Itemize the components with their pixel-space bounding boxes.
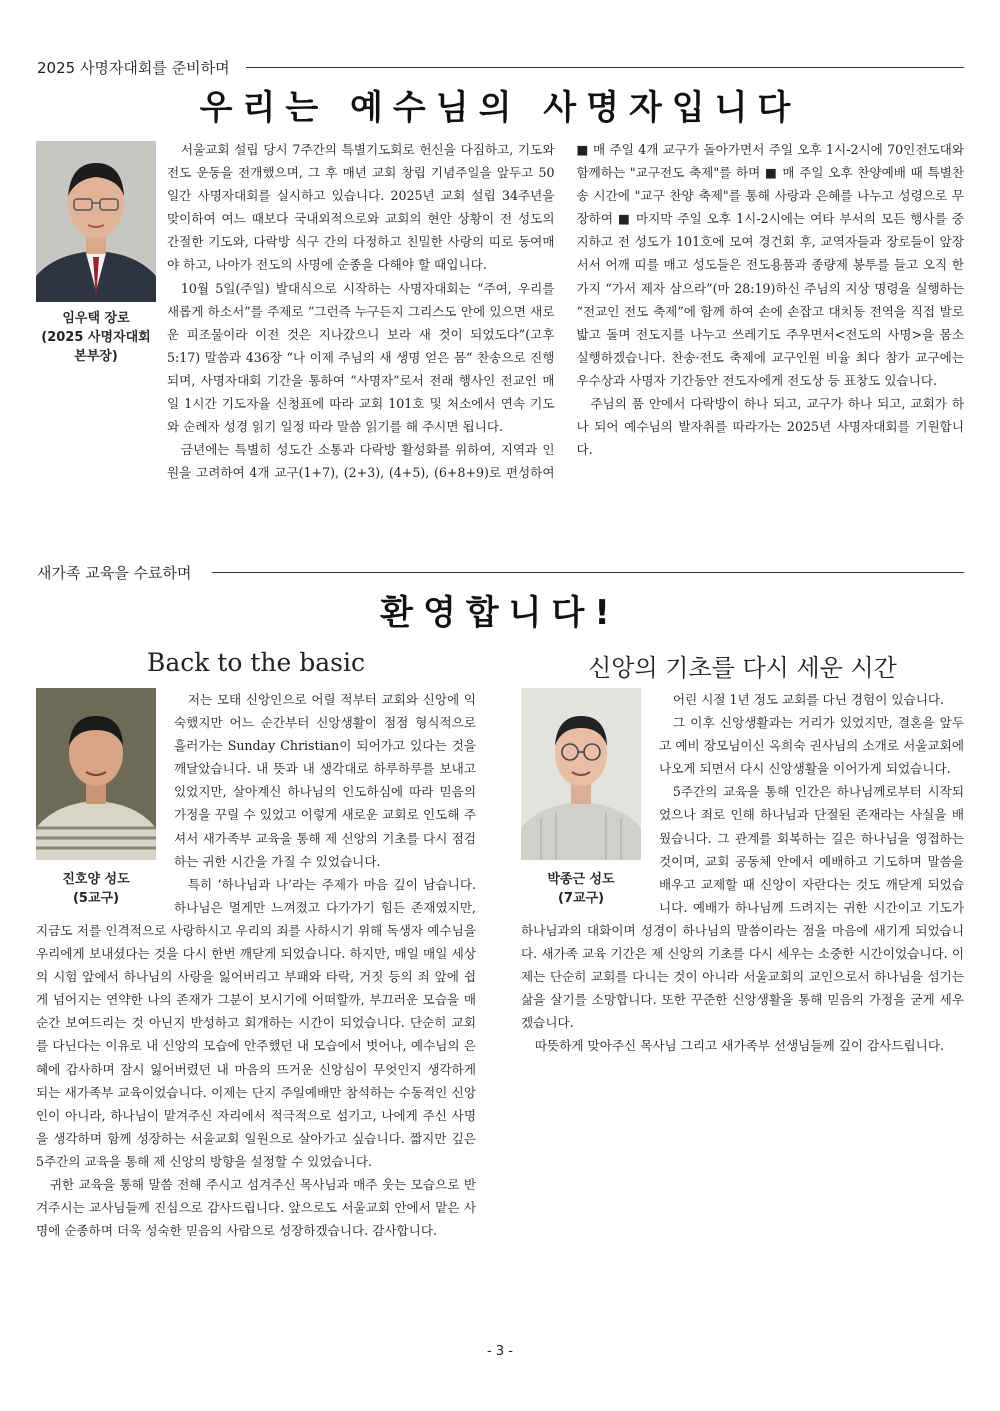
section-label: 2025 사명자대회를 준비하며 xyxy=(37,59,230,77)
author-caption xyxy=(36,870,156,908)
page-number: - 3 - xyxy=(487,1344,513,1359)
testimony-body-left xyxy=(36,688,476,1328)
paragraph: 그 이후 신앙생활과는 거리가 있었지만, 결혼을 앞두고 예비 장모님이신 옥희숙 권사님의 소개로 서울교회에 나오게 되면서 다시 신앙생활을 이어가게 되었습니다. xyxy=(659,715,964,777)
author-role-cont: 본부장) xyxy=(74,349,118,364)
author-photo xyxy=(36,688,156,860)
author-name: 진호양 성도 xyxy=(62,872,130,887)
paragraph: 특히 ‘하나님과 나’라는 주제가 마음 깊이 남습니다. 하나님은 멀게만 느껴졌고 다가가기 힘든 존재였지만, 지금도 저를 인격적으로 사랑하시고 우리의 죄를 사하시기 위해 독생자 예수님을 우리에게 보내셨다는 것을 다시 한번 깨닫게 되었습니다. 하지만, 매일 매일 세상의 시험 앞에서 하나님의 사랑을 잃어버리고 부패와 타락, 거짓 등의 죄 앞에 쉽게 넘어지는 연약한 나의 존재가 그분이 보시기에 어떠할까, 부끄러운 모습을 매순간 보여드리는 것 아닌지 반성하고 회개하는 시간이 되었습니다. 단순히 교회를 다닌다는 이유로 내 신앙의 모습에 안주했던 내 모습에서 벗어나, 예수님의 은혜에 감사하며 잠시 잃어버렸던 내 마음의 뜨거운 신앙심이 무엇인지 생각하게 되는 새가족부 교육이었습니다. 이제는 단지 주일예배만 참석하는 수동적인 신앙인이 아니라, 하나님이 맡겨주신 자리에서 적극적으로 섬기고, 나에게 주신 사명을 생각하며 함께 성장하는 서울교회 일원으로 살아가고 싶습니다. 짧지만 깊은 5주간의 교육을 통해 제 신앙의 방향을 설정할 수 있었습니다. xyxy=(36,876,476,1169)
testimony-body-right xyxy=(521,688,964,1168)
paragraph: 5주간의 교육을 통해 인간은 하나님께로부터 시작되었으나 죄로 인해 하나님과 단절된 존재라는 사실을 배웠습니다. 그 관계를 회복하는 길은 하나님을 영접하는 것이며, 교회 공동체 안에서 예배하고 기도하며 말씀을 배우고 교제할 때 신앙이 자란다는 것도 깨닫게 되었습니다. 예배가 하나님께 드려지는 귀한 시간이고 기도가 하나님과의 대화이며 성경이 하나님의 말씀이라는 점을 마음에 새기게 되었습니다. 새가족 교육 기간은 제 신앙의 기초를 다시 세우는 소중한 시간이었습니다. 이제는 단순히 교회를 다니는 것이 아니라 서울교회의 교인으로서 하나님을 섬기는 삶을 살기를 소망합니다. 또한 꾸준한 신앙생활을 통해 믿음의 가정을 굳게 세우겠습니다. xyxy=(521,784,964,1031)
author-group: (7교구) xyxy=(557,891,605,906)
author-photo xyxy=(521,688,641,860)
paragraph: 주님의 품 안에서 다락방이 하나 되고, 교구가 하나 되고, 교회가 하나 되어 예수님의 발자취를 따라가는 2025년 사명자대회를 기원합니다. xyxy=(576,396,964,458)
author-role: (2025 사명자대회 xyxy=(41,330,151,345)
portrait-image xyxy=(36,141,156,302)
author-photo xyxy=(36,141,156,302)
portrait-image xyxy=(36,688,156,860)
section-divider xyxy=(212,572,964,573)
paragraph: 따뜻하게 맞아주신 목사님 그리고 새가족부 선생님들께 깊이 감사드립니다. xyxy=(534,1038,945,1054)
page-headline: 우리는 예수님의 사명자입니다 xyxy=(199,88,801,128)
paragraph: 10월 5일(주일) 발대식으로 시작하는 사명자대회는 “주여, 우리를 새롭게 하소서”를 주제로 “그런즉 누구든지 그리스도 안에 있으면 새로운 피조물이라 이전 것은 지나갔으니 보라 새 것이 되었도다”(고후 5:17) 말씀과 436장 “나 이제 주님의 새 생명 얻은 몸“ 찬송으로 진행되며, 사명자대회 기간을 통하여 “사명자”로서 전래 행사인 전교인 매일 1시간 기도자율 신청표에 따라 교회 101호 및 처소에서 연속 기도와 순례자 성경 읽기 일정 따라 말씀 읽기를 해 주시면 됩니다. xyxy=(167,280,555,435)
author-name: 박종근 성도 xyxy=(547,872,615,887)
section-divider xyxy=(246,67,964,68)
author-caption xyxy=(521,870,641,908)
paragraph: 저는 모태 신앙인으로 어릴 적부터 교회와 신앙에 익숙했지만 어느 순간부터 신앙생활이 점점 형식적으로 흘러가는 Sunday Christian이 되어가고 있다는 것을 깨달았습니다. 내 뜻과 내 생각대로 하루하루를 보내고 있었지만, 살아계신 하나님의 인도하심에 따라 믿음의 가정을 꾸릴 수 있었고 이렇게 새로운 교회로 인도해 주셔서 새가족부 교육을 통해 제 신앙의 기초를 다시 점검하는 귀한 시간을 가질 수 있었습니다. xyxy=(174,692,476,869)
author-block xyxy=(521,688,651,918)
article-body xyxy=(167,138,964,523)
welcome-headline: 환영합니다! xyxy=(380,593,620,633)
testimony-title: Back to the basic xyxy=(146,648,366,677)
portrait-image xyxy=(521,688,641,860)
author-caption xyxy=(30,309,162,366)
author-name: 임우택 장로 xyxy=(62,311,130,326)
paragraph: 어린 시절 1년 정도 교회를 다닌 경험이 있습니다. xyxy=(672,692,945,707)
paragraph: 금년에는 특별히 성도간 소통과 다락방 활성화를 위하여, 지역과 인원을 고려하여 4개 교구(1+7), (2+3), (4+5), (6+8+9)로 편성하여 ■ 매 주일 4개 교구가 돌아가면서 주일 오후 1시-2시에 70인전도대와 함께하는 "교구전도 축제"를 하며 ■ 매 주일 오후 찬양예배 때 특별찬송 시간에 "교구 찬양 축제"를 통해 사랑과 은혜를 나누고 성령으로 무장하여 ■ 마지막 주일 오후 1시-2시에는 여타 부서의 모든 행사를 중지하고 전 성도가 101호에 모여 경건회 후, 교역자들과 장로들이 앞장서서 어깨 띠를 매고 성도들은 전도용품과 종량제 봉투를 들고 오직 한가지 “가서 제자 삼으라”(마 28:19)하신 주님의 지상 명령을 실행하는 “전교인 전도 축제”에 함께 하여 손에 손잡고 대치동 전역을 직접 발로 밟고 돌며 전도지를 나누고 쓰레기도 주우면서<전도의 사명>을 몸소 실행하겠습니다. 찬송·전도 축제에 교구인원 비율 최다 참가 교구에는 우수상과 사명자 기간동안 전도자에게 전도상 등 표창도 있습니다. xyxy=(167,142,964,481)
testimony-title: 신앙의 기초를 다시 세운 시간 xyxy=(588,654,897,682)
author-group: (5교구) xyxy=(72,891,120,906)
author-block xyxy=(36,688,166,918)
section-label: 새가족 교육을 수료하며 xyxy=(37,564,192,582)
paragraph: 서울교회 설립 당시 7주간의 특별기도회로 헌신을 다짐하고, 기도와 전도 운동을 전개했으며, 그 후 매년 교회 창립 기념주일을 앞두고 50일간 사명자대회를 실시하고 있습니다. 2025년 교회 설립 34주년을 맞이하여 여느 때보다 국내외적으로와 교회의 현안 상황이 전 성도의 간절한 기도와, 다락방 식구 간의 다정하고 친밀한 사랑의 띠로 동여매야 하고, 나아가 전도의 사명에 순종을 다해야 할 때입니다. xyxy=(167,142,555,273)
paragraph: 귀한 교육을 통해 말씀 전해 주시고 섬겨주신 목사님과 매주 웃는 모습으로 반겨주시는 교사님들께 진심으로 감사드립니다. 앞으로도 서울교회 안에서 맡은 사명에 순종하며 더욱 성숙한 믿음의 사람으로 성장하겠습니다. 감사합니다. xyxy=(36,1176,476,1239)
